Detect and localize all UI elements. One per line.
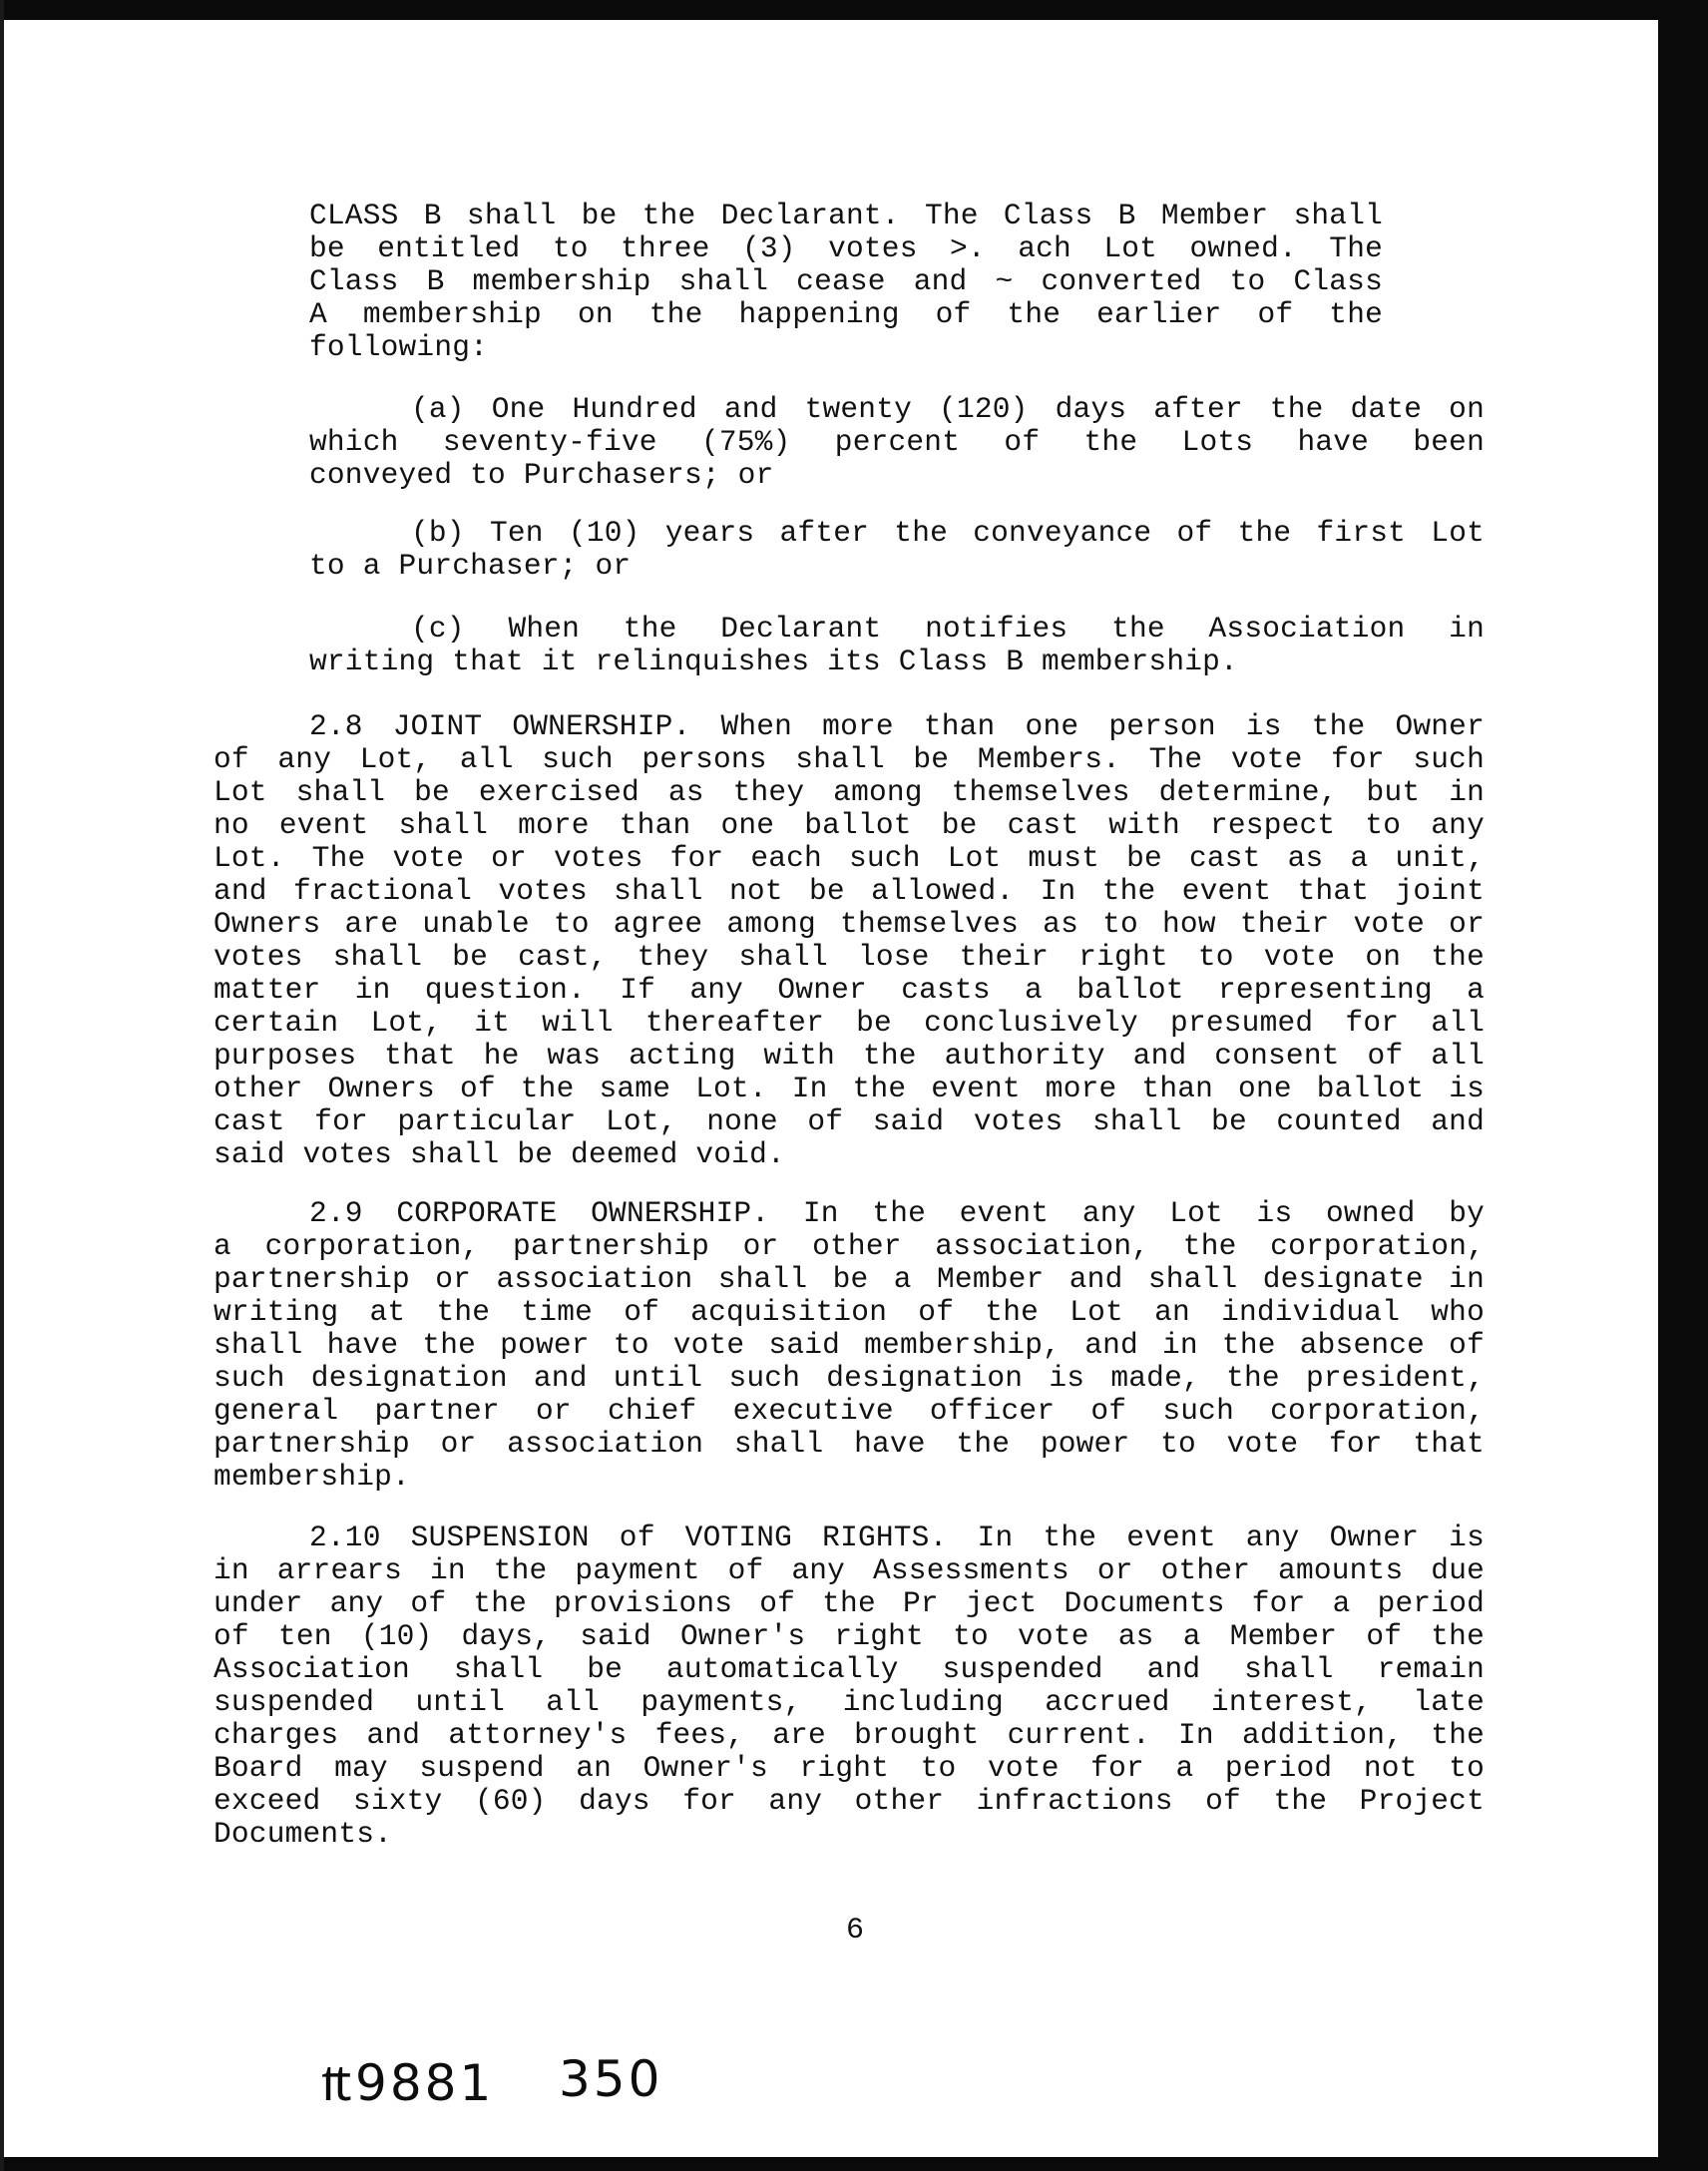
scan-border-top — [0, 0, 1708, 20]
section-line: certain Lot, it will thereafter be conclusively presumed for all — [214, 1006, 1485, 1040]
section-line: 2.8 JOINT OWNERSHIP. When more than one person is the Owner — [309, 709, 1485, 743]
section-line: Documents. — [214, 1817, 393, 1851]
intro-line: following: — [309, 330, 489, 364]
section-line: charges and attorney's fees, are brought current. In addition, the — [214, 1718, 1485, 1752]
section-line: purposes that he was acting with the authority and consent of all — [214, 1039, 1485, 1073]
section-line: general partner or chief executive officer of such corporation, — [214, 1394, 1485, 1428]
section-line: such designation and until such designation is made, the president, — [214, 1361, 1485, 1395]
clause-line: (c) When the Declarant notifies the Association in — [411, 612, 1485, 646]
section-line: other Owners of the same Lot. In the event more than one ballot is — [214, 1072, 1485, 1105]
section-line: 2.10 SUSPENSION of VOTING RIGHTS. In the event any Owner is — [309, 1520, 1485, 1554]
intro-line: be entitled to three (3) votes >. ach Lot owned. The — [309, 231, 1383, 265]
section-line: no event shall more than one ballot be cast with respect to any — [214, 808, 1485, 842]
section-line: Owners are unable to agree among themselves as to how their vote or — [214, 907, 1485, 941]
intro-line: Class B membership shall cease and ~ converted to Class — [309, 264, 1383, 298]
section-line: partnership or association shall be a Member and shall designate in — [214, 1262, 1485, 1296]
intro-line: A membership on the happening of the earlier of the — [309, 297, 1383, 331]
recording-stamp-page: 350 — [559, 2050, 663, 2108]
section-line: Board may suspend an Owner's right to vote for a period not to — [214, 1751, 1485, 1785]
clause-line: (a) One Hundred and twenty (120) days after the date on — [411, 392, 1485, 426]
clause-line: (b) Ten (10) years after the conveyance of the first Lot — [411, 516, 1485, 550]
section-line: in arrears in the payment of any Assessments or other amounts due — [214, 1553, 1485, 1587]
section-line: a corporation, partnership or other association, the corporation, — [214, 1229, 1485, 1263]
scan-border-left — [0, 0, 4, 2171]
section-line: Lot shall be exercised as they among themselves determine, but in — [214, 775, 1485, 809]
section-line: Lot. The vote or votes for each such Lot must be cast as a unit, — [214, 841, 1485, 875]
section-line: of ten (10) days, said Owner's right to vote as a Member of the — [214, 1619, 1485, 1653]
intro-line: CLASS B shall be the Declarant. The Class B Member shall — [309, 199, 1383, 232]
section-line: cast for particular Lot, none of said votes shall be counted and — [214, 1104, 1485, 1138]
scan-border-bottom — [0, 2157, 1708, 2171]
scan-border-right — [1658, 0, 1708, 2171]
section-line: matter in question. If any Owner casts a ballot representing a — [214, 973, 1485, 1007]
clause-line: to a Purchaser; or — [309, 549, 632, 583]
section-line: writing at the time of acquisition of the Lot an individual who — [214, 1295, 1485, 1329]
section-line: membership. — [214, 1460, 410, 1494]
section-line: and fractional votes shall not be allowed. In the event that joint — [214, 874, 1485, 908]
clause-line: conveyed to Purchasers; or — [309, 458, 774, 492]
section-line: exceed sixty (60) days for any other infractions of the Project — [214, 1784, 1485, 1818]
clause-line: writing that it relinquishes its Class B membership. — [309, 645, 1238, 678]
section-line: of any Lot, all such persons shall be Members. The vote for such — [214, 742, 1485, 776]
page-number: 6 — [846, 1914, 865, 1948]
section-line: shall have the power to vote said membership, and in the absence of — [214, 1328, 1485, 1362]
section-line: under any of the provisions of the Pr ject Documents for a period — [214, 1586, 1485, 1620]
recording-stamp-book: ₶9881 — [321, 2054, 495, 2112]
section-line: partnership or association shall have the power to vote for that — [214, 1427, 1485, 1461]
section-line: said votes shall be deemed void. — [214, 1137, 785, 1171]
section-line: 2.9 CORPORATE OWNERSHIP. In the event any Lot is owned by — [309, 1196, 1485, 1230]
clause-line: which seventy-five (75%) percent of the Lots have been — [309, 425, 1485, 459]
section-line: suspended until all payments, including accrued interest, late — [214, 1685, 1485, 1719]
section-line: Association shall be automatically suspended and shall remain — [214, 1652, 1485, 1686]
section-line: votes shall be cast, they shall lose their right to vote on the — [214, 940, 1485, 974]
